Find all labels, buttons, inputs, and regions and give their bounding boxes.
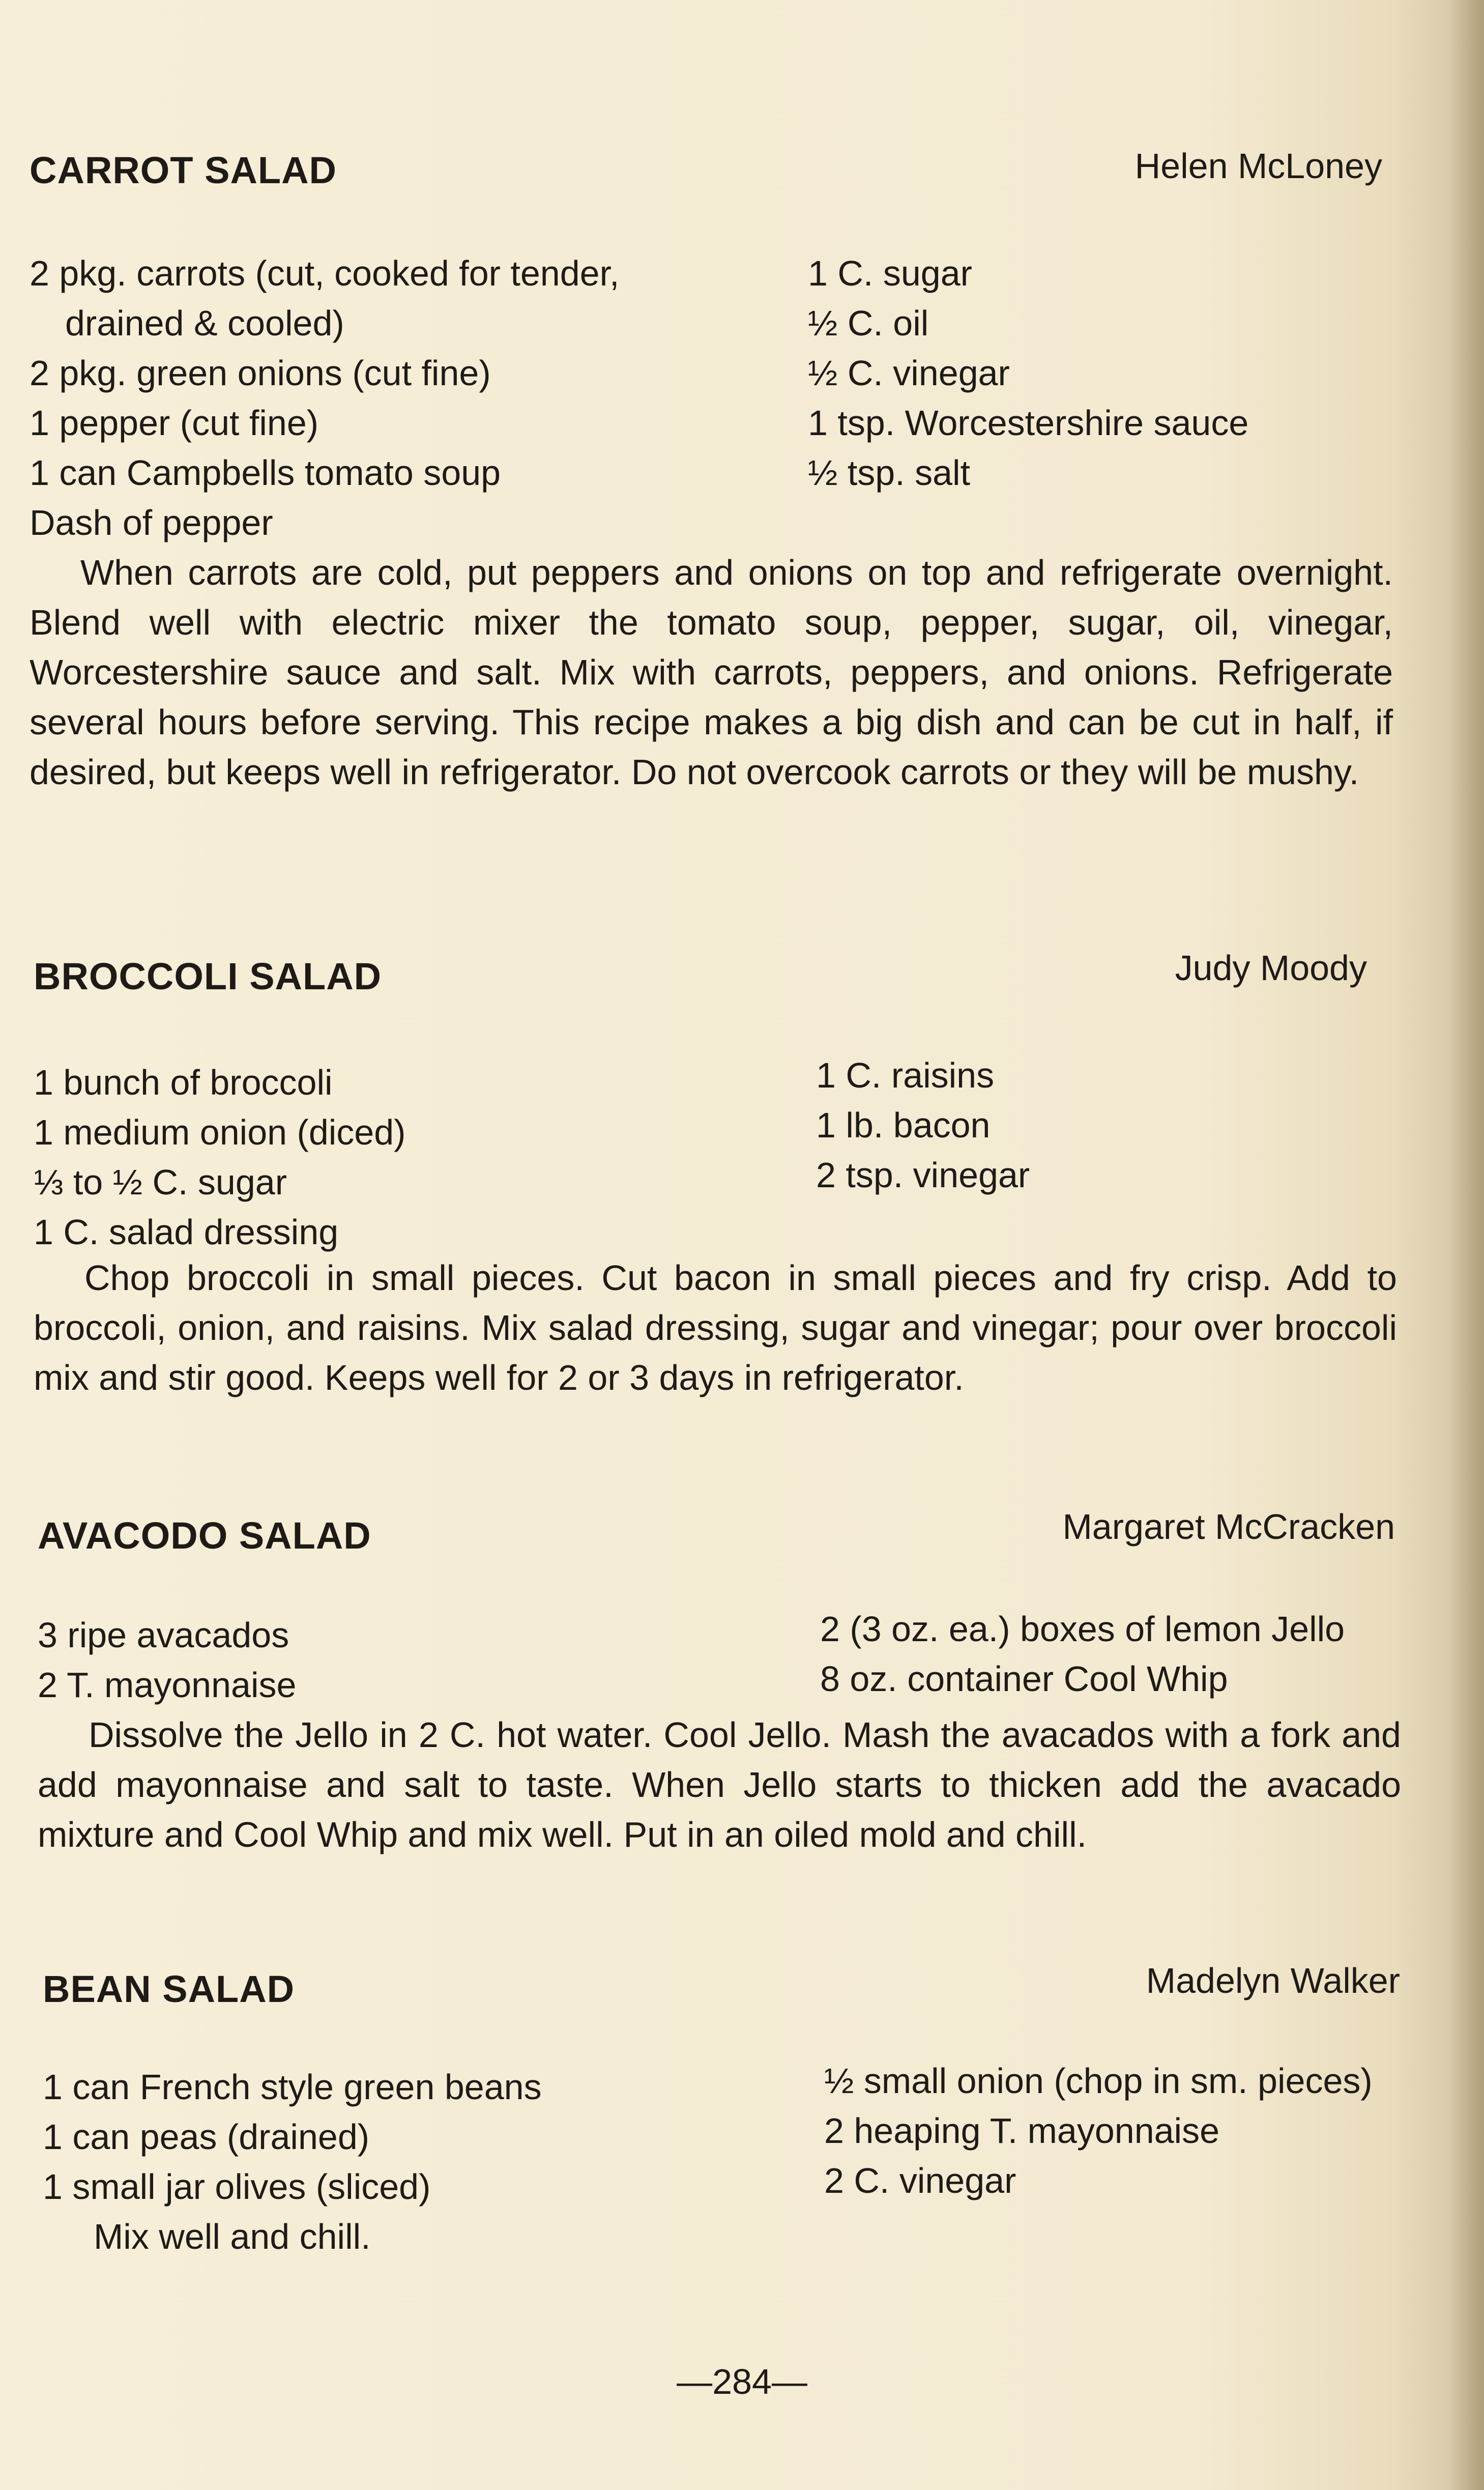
ingredients-right xyxy=(820,1604,1345,1704)
ingredient: 2 heaping T. mayonnaise xyxy=(824,2111,1220,2151)
ingredient: 1 can peas (drained) xyxy=(43,2117,370,2157)
ingredient: ½ C. oil xyxy=(808,303,929,343)
ingredient: 1 medium onion (diced) xyxy=(34,1112,406,1152)
ingredient: 1 C. sugar xyxy=(808,253,972,293)
ingredient: ½ tsp. salt xyxy=(808,453,971,493)
ingredient: 1 can Campbells tomato soup xyxy=(30,453,501,493)
ingredient: 2 tsp. vinegar xyxy=(816,1155,1030,1195)
page-spine-shadow xyxy=(1448,0,1484,2490)
ingredients-left xyxy=(34,1057,405,1257)
ingredient: 1 lb. bacon xyxy=(816,1105,991,1145)
page-number: —284— xyxy=(677,2362,807,2401)
recipe-author: Judy Moody xyxy=(1175,948,1367,988)
ingredients-left xyxy=(43,2062,542,2262)
recipe-title: BEAN SALAD xyxy=(43,1968,295,2010)
ingredient: ½ small onion (chop in sm. pieces) xyxy=(824,2061,1373,2101)
ingredients-right xyxy=(816,1050,1030,1200)
ingredient: Dash of pepper xyxy=(30,503,273,542)
ingredient: drained & cooled) xyxy=(65,303,344,343)
ingredient: 2 C. vinegar xyxy=(824,2161,1016,2200)
ingredient: 2 pkg. green onions (cut fine) xyxy=(30,353,491,393)
recipe-author: Madelyn Walker xyxy=(1146,1961,1400,2000)
recipe-title: CARROT SALAD xyxy=(30,149,337,191)
recipe-directions: Dissolve the Jello in 2 C. hot water. Cool Jello. Mash the avacados with a fork and add mayonnaise and salt to taste. When Jello starts to thicken add the avacado mixture and Cool Whip and mix well. Put in an oiled mold and chill. xyxy=(38,1715,1401,1854)
ingredient: ⅓ to ½ C. sugar xyxy=(34,1162,287,1202)
recipe-title: BROCCOLI SALAD xyxy=(34,955,382,997)
recipe-directions: Chop broccoli in small pieces. Cut bacon in small pieces and fry crisp. Add to broccoli, onion, and raisins. Mix salad dressing, sugar and vinegar; pour over broccoli mix and stir good. Keeps well for 2 or 3 days in refrigerator. xyxy=(34,1258,1397,1397)
recipe-author: Helen McLoney xyxy=(1134,146,1382,186)
ingredient: ½ C. vinegar xyxy=(808,353,1010,393)
ingredient: 1 small jar olives (sliced) xyxy=(43,2167,431,2207)
recipe-directions: When carrots are cold, put peppers and onions on top and refrigerate overnight. Blend well with electric mixer the tomato soup, pepper, sugar, oil, vinegar, Worcestershire sauce and salt. Mix with carrots, peppers, and onions. Refrigerate several hours before serving. This recipe makes a big dish and can be cut in half, if desired, but keeps well in refrigerator. Do not overcook carrots or they will be mushy. xyxy=(30,553,1393,792)
recipe-author: Margaret McCracken xyxy=(1062,1507,1395,1547)
ingredients-right xyxy=(808,248,1248,498)
ingredients-left xyxy=(38,1610,296,1710)
ingredient: 3 ripe avacados xyxy=(38,1615,289,1655)
ingredient: 1 can French style green beans xyxy=(43,2067,542,2107)
recipe-title: AVACODO SALAD xyxy=(38,1514,371,1557)
ingredient: 1 C. raisins xyxy=(816,1055,995,1095)
ingredient: 8 oz. container Cool Whip xyxy=(820,1659,1228,1699)
ingredient: 2 pkg. carrots (cut, cooked for tender, xyxy=(30,253,620,293)
ingredient: 2 (3 oz. ea.) boxes of lemon Jello xyxy=(820,1609,1345,1649)
recipe-directions: Mix well and chill. xyxy=(94,2217,371,2256)
ingredient: 1 bunch of broccoli xyxy=(34,1063,333,1102)
ingredient: 1 pepper (cut fine) xyxy=(30,403,319,443)
ingredient: 1 C. salad dressing xyxy=(34,1212,339,1252)
ingredient: 2 T. mayonnaise xyxy=(38,1665,297,1705)
ingredients-left xyxy=(30,248,619,548)
ingredient: 1 tsp. Worcestershire sauce xyxy=(808,403,1249,443)
ingredients-right xyxy=(824,2056,1373,2206)
